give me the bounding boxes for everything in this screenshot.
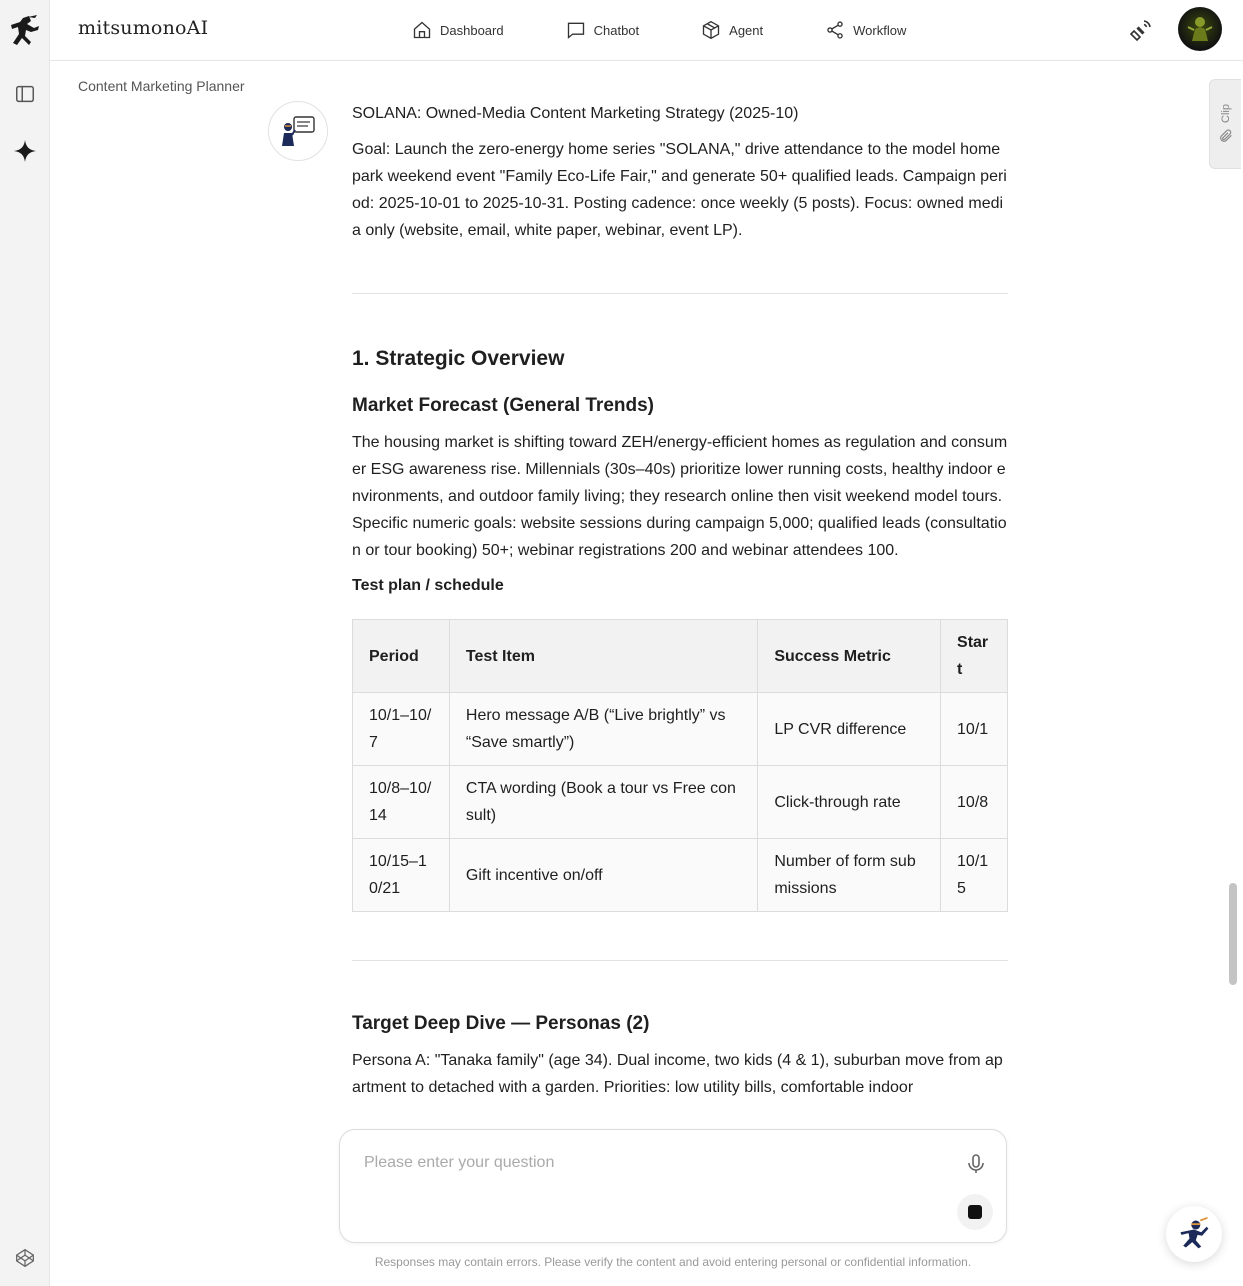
assistant-fab-button[interactable] xyxy=(1166,1206,1222,1262)
table-row xyxy=(353,693,1008,766)
assistant-message xyxy=(352,100,1008,1121)
sidebar-toggle-icon[interactable] xyxy=(12,81,38,107)
nav-agent[interactable] xyxy=(701,20,763,40)
home-icon xyxy=(412,20,432,40)
nav-label: Agent xyxy=(729,22,764,38)
main-nav xyxy=(412,0,906,60)
nav-label: Dashboard xyxy=(440,22,504,38)
subsection-heading: Market Forecast (General Trends) xyxy=(352,395,654,416)
message-title: SOLANA: Owned-Media Content Marketing Strategy (2025-10) xyxy=(352,105,799,122)
test-plan-table xyxy=(352,619,1008,912)
divider xyxy=(352,960,1008,961)
nav-chatbot[interactable] xyxy=(566,20,640,40)
clip-tab[interactable] xyxy=(1209,79,1241,169)
table-cell: LP CVR difference xyxy=(758,693,941,766)
table-cell: 10/8 xyxy=(941,766,1008,839)
column-header: Test Item xyxy=(449,620,757,693)
ninja-logo-icon[interactable] xyxy=(9,14,41,48)
breadcrumb: Content Marketing Planner xyxy=(78,78,245,94)
question-composer xyxy=(339,1129,1007,1243)
column-header: Period xyxy=(353,620,450,693)
market-paragraph: The housing market is shifting toward ZEH/energy-efficient homes as regulation and consumer ESG awareness rise. Millennials (30s–40s) prioritize lower running costs, healthy indoor environments, and outdoor family living; they research online then visit weekend model tours. Specific numeric goals: website sessions during campaign 5,000; qualified leads (consultation or tour booking) 50+; webinar registrations 200 and webinar attendees 100. xyxy=(352,434,1008,559)
nav-label: Chatbot xyxy=(593,22,640,38)
goal-paragraph: Goal: Launch the zero-energy home series "SOLANA," drive attendance to the model home park weekend event "Family Eco-Life Fair," and generate 50+ qualified leads. Campaign period: 2025-10-01 to 2025-10-31. Posting cadence: once weekly (5 posts). Focus: owned media only (website, email, white paper, webinar, event LP). xyxy=(352,141,1007,239)
table-cell: 10/1–10/7 xyxy=(353,693,450,766)
share-nodes-icon xyxy=(825,20,845,40)
table-cell: 10/1 xyxy=(941,693,1008,766)
section-heading: 1. Strategic Overview xyxy=(352,347,565,370)
table-cell: 10/8–10/14 xyxy=(353,766,450,839)
table-cell: 10/15–10/21 xyxy=(353,839,450,912)
table-cell: 10/15 xyxy=(941,839,1008,912)
disclaimer-text: Responses may contain errors. Please verify the content and avoid entering personal or confidential information. xyxy=(374,1255,972,1269)
clip-label: Clip xyxy=(1219,103,1232,123)
question-input[interactable] xyxy=(364,1152,924,1174)
chat-icon xyxy=(566,20,586,40)
brand-name[interactable]: mitsumonoAI xyxy=(78,17,209,39)
table-row xyxy=(353,766,1008,839)
cube-icon xyxy=(701,20,721,40)
scrollbar-thumb[interactable] xyxy=(1229,883,1237,985)
stop-icon xyxy=(968,1205,982,1219)
microphone-icon[interactable] xyxy=(964,1152,988,1176)
divider xyxy=(352,293,1008,294)
left-rail xyxy=(0,0,50,1286)
satellite-icon[interactable] xyxy=(1128,17,1154,43)
table-cell: Gift incentive on/off xyxy=(449,839,757,912)
sparkle-icon[interactable] xyxy=(12,138,38,164)
nav-dashboard[interactable] xyxy=(412,20,504,40)
column-header: Start xyxy=(941,620,1008,693)
table-cell: CTA wording (Book a tour vs Free consult) xyxy=(449,766,757,839)
top-header xyxy=(50,0,1243,61)
table-header-row xyxy=(353,620,1008,693)
table-cell: Click-through rate xyxy=(758,766,941,839)
ninja-mascot-icon xyxy=(1176,1216,1212,1252)
bot-avatar xyxy=(268,101,328,161)
test-plan-label: Test plan / schedule xyxy=(352,577,504,594)
stop-button[interactable] xyxy=(957,1194,993,1230)
table-cell: Hero message A/B (“Live brightly” vs “Save smartly”) xyxy=(449,693,757,766)
table-cell: Number of form submissions xyxy=(758,839,941,912)
codepen-cube-icon[interactable] xyxy=(12,1245,38,1271)
column-header: Success Metric xyxy=(758,620,941,693)
nav-workflow[interactable] xyxy=(825,20,906,40)
paperclip-icon xyxy=(1218,128,1234,144)
user-avatar[interactable] xyxy=(1178,7,1222,51)
persona-heading: Target Deep Dive — Personas (2) xyxy=(352,1013,650,1034)
nav-label: Workflow xyxy=(853,22,907,38)
table-row xyxy=(353,839,1008,912)
persona-paragraph: Persona A: "Tanaka family" (age 34). Dual income, two kids (4 & 1), suburban move from apartment to detached with a garden. Priorities: low utility bills, comfortable indoor xyxy=(352,1052,1003,1096)
